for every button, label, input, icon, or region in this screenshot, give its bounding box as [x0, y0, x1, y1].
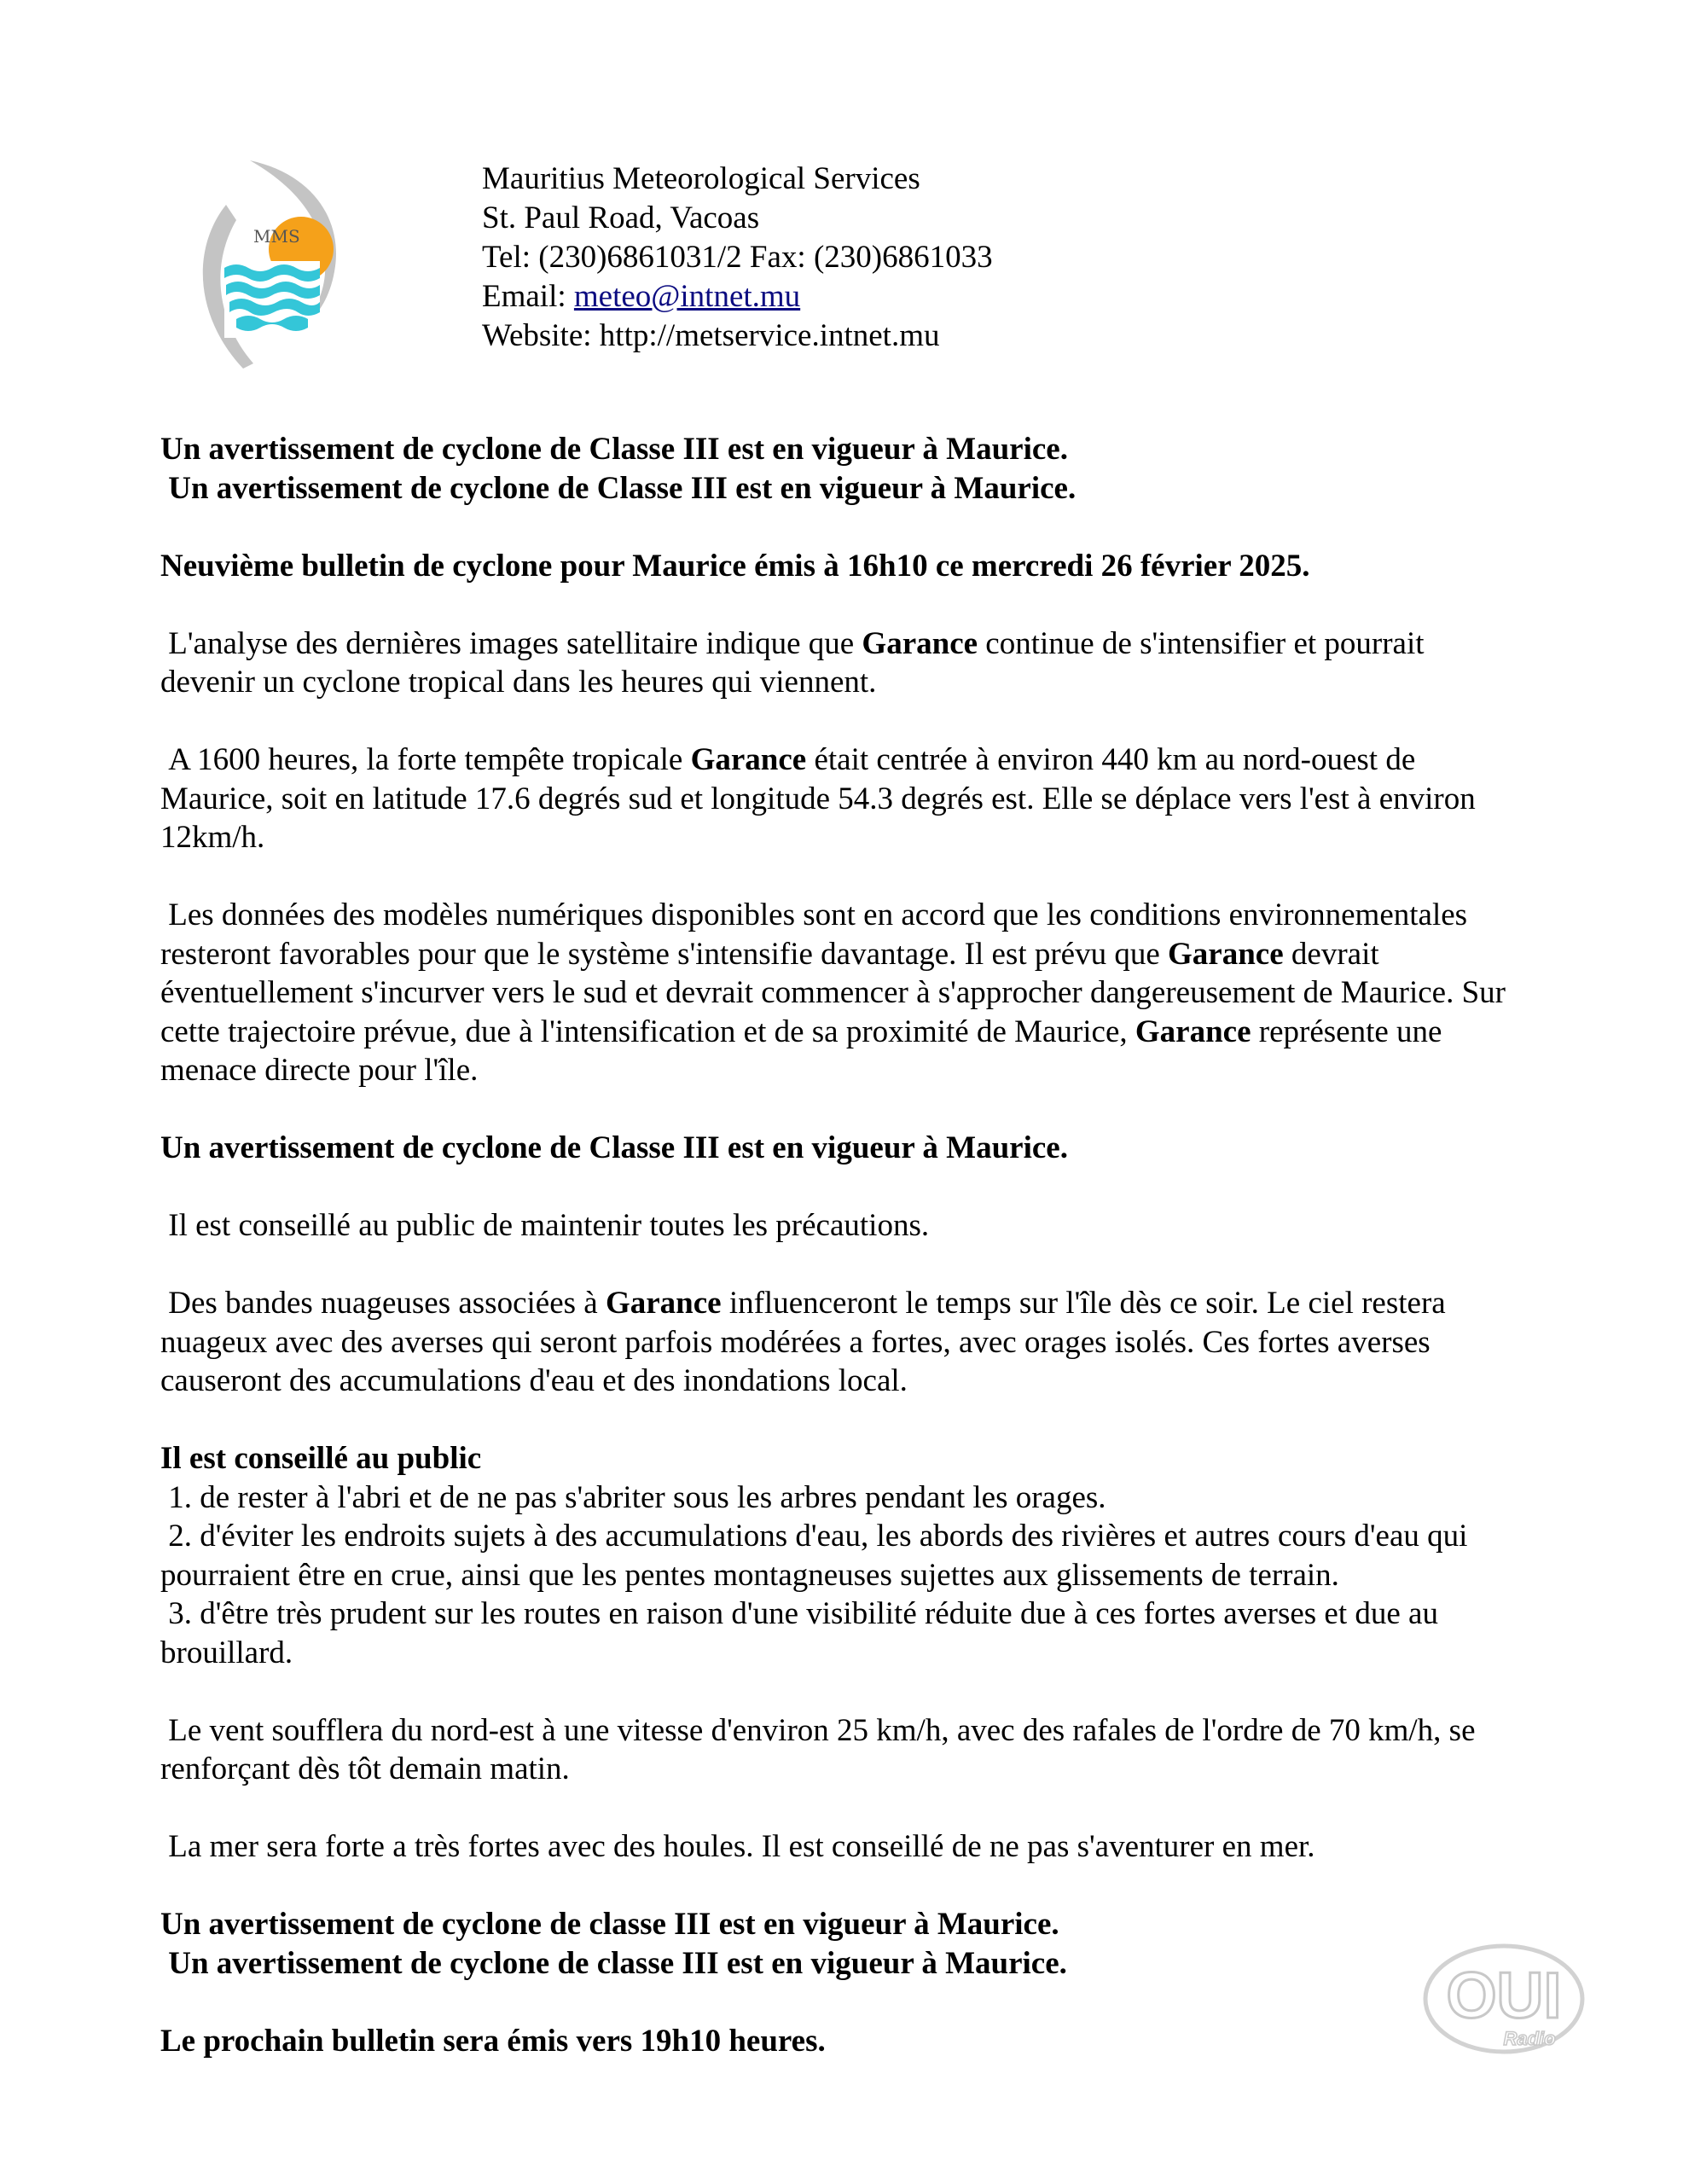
warning-line: Un avertissement de cyclone de Classe III est en vigueur à Maurice.	[160, 470, 1077, 506]
advice-item: 1. de rester à l'abri et de ne pas s'abriter sous les arbres pendant les orages.	[160, 1479, 1106, 1515]
watermark-brand: OUI	[1446, 1960, 1562, 2032]
storm-name: Garance	[605, 1286, 722, 1321]
warning-line: Un avertissement de cyclone de Classe III est en vigueur à Maurice.	[160, 1130, 1068, 1165]
org-email-line	[482, 277, 993, 317]
paragraph: Il est conseillé au public de maintenir toutes les précautions.	[160, 1208, 930, 1243]
warning-line: Un avertissement de cyclone de classe III est en vigueur à Maurice.	[160, 1945, 1067, 1981]
advice-heading: Il est conseillé au public	[160, 1441, 482, 1476]
paragraph: Des bandes nuageuses associées à Garance influenceront le temps sur l'île dès ce soir. Le ciel restera nuageux avec des averses qui seront parfois modérées a fortes, avec orages isolés. Ces fortes averses causeront des accumulations d'eau et des inondations local.	[160, 1286, 1454, 1398]
paragraph: Les données des modèles numériques disponibles sont en accord que les conditions environnementales resteront favorables pour que le système s'intensifie davantage. Il est prévu que Garance devrait éventuellement s'incurver vers le sud et devrait commencer à s'approcher dangereusement de Maurice. Sur cette trajectoire prévue, due à l'intensification et de sa proximité de Maurice, Garance représente une menace directe pour l'île.	[160, 897, 1514, 1088]
storm-name: Garance	[690, 742, 807, 777]
org-name: Mauritius Meteorological Services	[482, 161, 920, 196]
mms-logo	[192, 154, 363, 377]
email-link[interactable]: meteo@intnet.mu	[573, 279, 801, 314]
storm-name: Garance	[1168, 936, 1284, 972]
paragraph: La mer sera forte a très fortes avec des houles. Il est conseillé de ne pas s'aventurer en mer.	[160, 1829, 1315, 1864]
next-bulletin: Le prochain bulletin sera émis vers 19h10 heures.	[160, 2023, 826, 2059]
warning-line: Un avertissement de cyclone de classe III est en vigueur à Maurice.	[160, 1907, 1059, 1942]
advice-item: 2. d'éviter les endroits sujets à des accumulations d'eau, les abords des rivières et autres cours d'eau qui pourraient être en crue, ainsi que les pentes montagneuses sujettes aux glissements de terrain.	[160, 1519, 1476, 1593]
org-phone: Tel: (230)6861031/2 Fax: (230)6861033	[482, 240, 993, 275]
paragraph: A 1600 heures, la forte tempête tropicale Garance était centrée à environ 440 km au nord-ouest de Maurice, soit en latitude 17.6 degrés sud et longitude 54.3 degrés est. Elle se déplace vers l'est à environ 12km/h.	[160, 742, 1483, 855]
watermark-sub: Radio	[1503, 2028, 1556, 2049]
bulletin-title: Neuvième bulletin de cyclone pour Maurice émis à 16h10 ce mercredi 26 février 2025.	[160, 548, 1310, 584]
org-address: St. Paul Road, Vacoas	[482, 200, 760, 235]
contact-header	[482, 160, 993, 356]
logo-text: MMS	[253, 226, 300, 247]
org-website: Website: http://metservice.intnet.mu	[482, 318, 940, 353]
advice-item: 3. d'être très prudent sur les routes en raison d'une visibilité réduite due à ces fortes averses et due au brouillard.	[160, 1596, 1447, 1670]
storm-name: Garance	[862, 625, 978, 661]
oui-radio-watermark	[1420, 1932, 1595, 2060]
warning-line: Un avertissement de cyclone de Classe III est en vigueur à Maurice.	[160, 432, 1068, 467]
bulletin-body	[160, 430, 1525, 2060]
paragraph: Le vent soufflera du nord-est à une vitesse d'environ 25 km/h, avec des rafales de l'ordre de 70 km/h, se renforçant dès tôt demain matin.	[160, 1712, 1483, 1786]
paragraph: L'analyse des dernières images satellitaire indique que Garance continue de s'intensifier et pourrait devenir un cyclone tropical dans les heures qui viennent.	[160, 625, 1432, 700]
email-label: Email:	[482, 279, 574, 314]
storm-name: Garance	[1135, 1014, 1251, 1049]
